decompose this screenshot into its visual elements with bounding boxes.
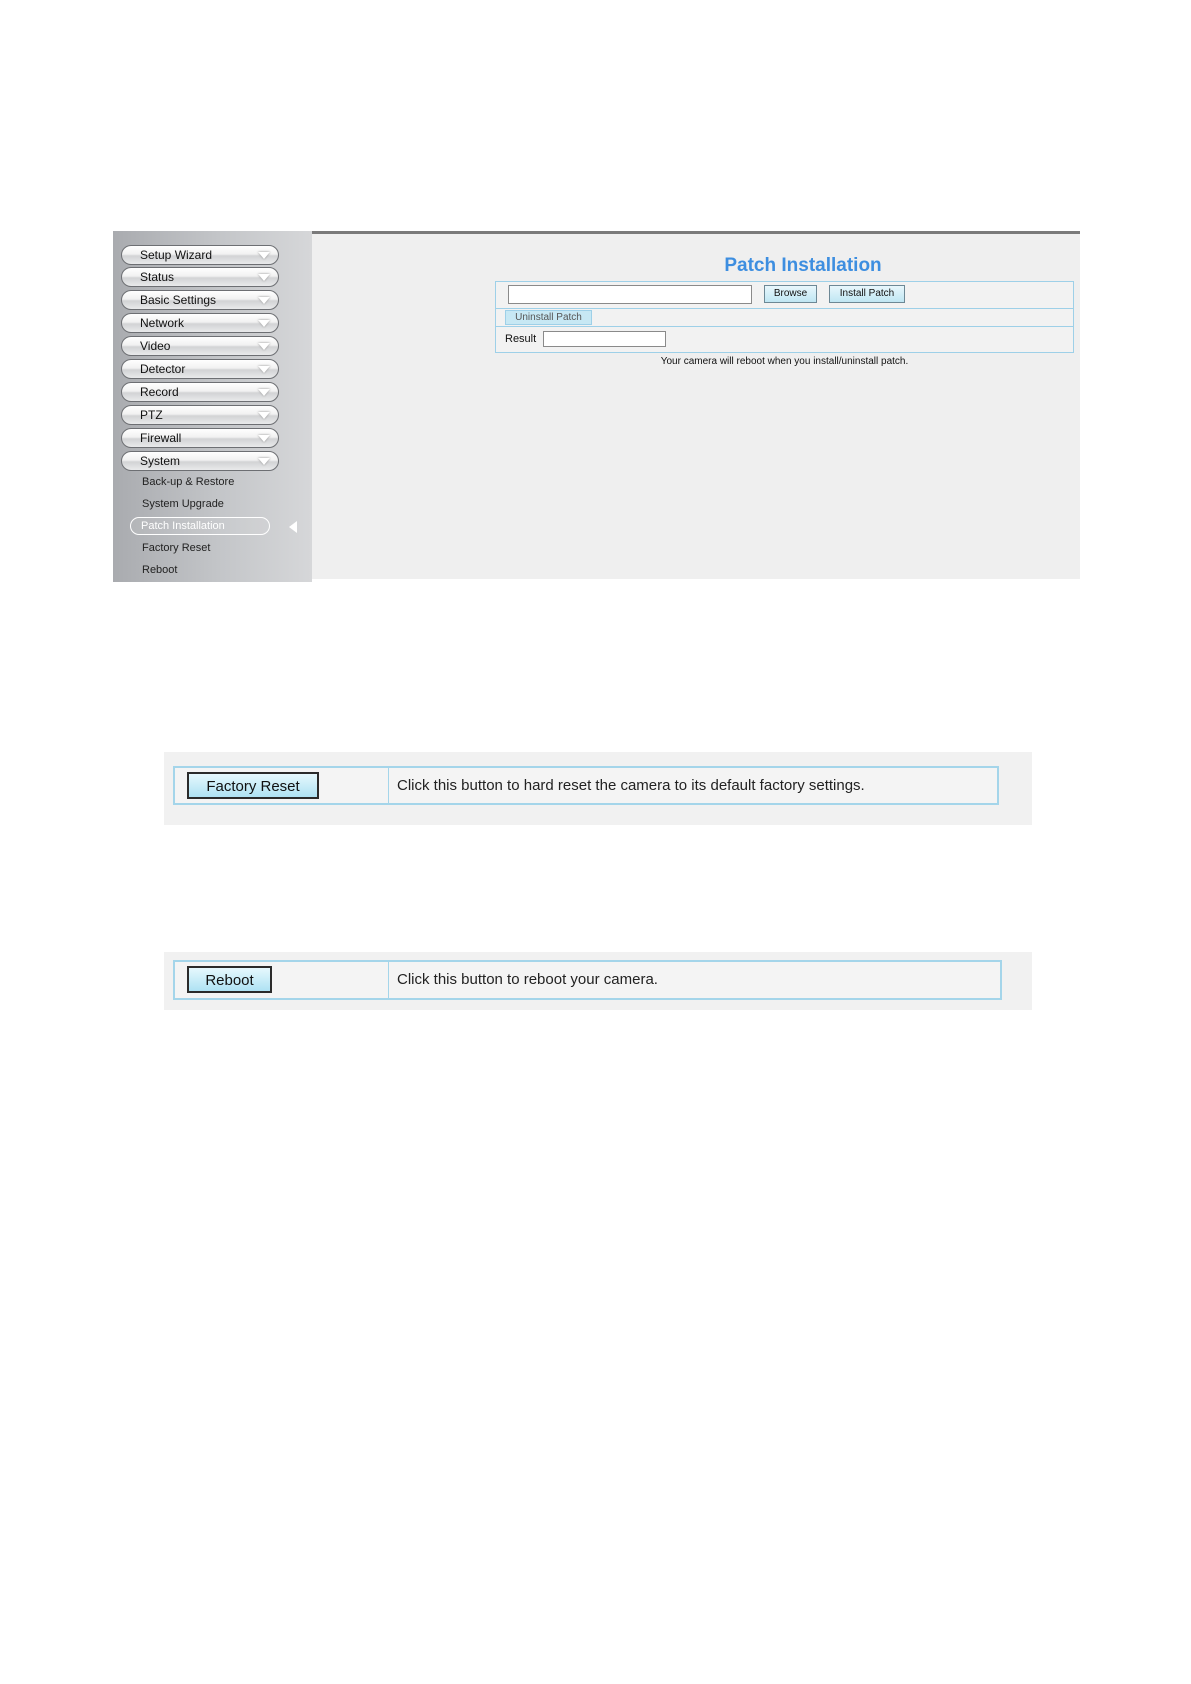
sidebar-item-label: Basic Settings [140,293,217,307]
submenu-item-label: Patch Installation [141,520,225,532]
sidebar-item-label: Record [140,385,179,399]
reboot-panel [164,952,1032,1010]
sidebar-item-label: Setup Wizard [140,248,213,262]
result-label: Result [505,333,537,345]
chevron-down-icon [258,435,270,442]
chevron-down-icon [258,343,270,350]
reboot-description: Click this button to reboot your camera. [397,971,658,988]
chevron-down-icon [258,389,270,396]
factory-reset-panel [164,752,1032,825]
browse-button[interactable]: Browse [764,285,817,303]
factory-reset-button[interactable]: Factory Reset [187,772,319,799]
patch-file-row [496,282,1073,309]
chevron-down-icon [258,458,270,465]
sidebar-item-basic-settings[interactable] [121,290,279,310]
sidebar-item-label: PTZ [140,408,163,422]
chevron-down-icon [258,366,270,373]
sidebar-item-setup-wizard[interactable] [121,245,279,265]
sidebar [113,231,312,582]
sidebar-item-label: Status [140,270,175,284]
submenu-item-reboot[interactable]: Reboot [142,564,178,576]
sidebar-item-record[interactable] [121,382,279,402]
divider [388,962,389,998]
submenu-item-system-upgrade[interactable]: System Upgrade [142,498,224,510]
result-row [496,327,1073,353]
chevron-down-icon [258,297,270,304]
chevron-down-icon [258,412,270,419]
submenu-item-backup-restore[interactable]: Back-up & Restore [142,476,235,488]
divider [388,768,389,803]
sidebar-item-label: Detector [140,362,186,376]
factory-reset-row [173,766,999,805]
page-title: Patch Installation [724,255,882,276]
sidebar-item-label: Video [140,339,171,353]
sidebar-item-network[interactable] [121,313,279,333]
sidebar-item-label: Network [140,316,185,330]
sidebar-item-label: Firewall [140,431,182,445]
sidebar-item-firewall[interactable] [121,428,279,448]
reboot-button[interactable]: Reboot [187,966,272,993]
sidebar-item-label: System [140,454,181,468]
install-patch-button[interactable]: Install Patch [829,285,905,303]
reboot-note: Your camera will reboot when you install/uninstall patch. [660,356,909,367]
sidebar-item-ptz[interactable] [121,405,279,425]
reboot-row [173,960,1002,1000]
uninstall-patch-button[interactable]: Uninstall Patch [505,310,592,325]
sidebar-item-detector[interactable] [121,359,279,379]
factory-reset-description: Click this button to hard reset the camera to its default factory settings. [397,777,865,794]
active-pointer-icon [289,521,297,533]
sidebar-item-video[interactable] [121,336,279,356]
sidebar-item-status[interactable] [121,267,279,287]
uninstall-row [496,309,1073,327]
patch-form [495,281,1074,353]
chevron-down-icon [258,252,270,259]
chevron-down-icon [258,274,270,281]
patch-file-input[interactable] [508,285,752,304]
patch-installation-screenshot [113,231,1080,579]
chevron-down-icon [258,320,270,327]
submenu-item-factory-reset[interactable]: Factory Reset [142,542,211,554]
sidebar-item-system[interactable] [121,451,279,471]
submenu-item-patch-installation[interactable] [130,517,270,535]
result-field [543,331,666,347]
